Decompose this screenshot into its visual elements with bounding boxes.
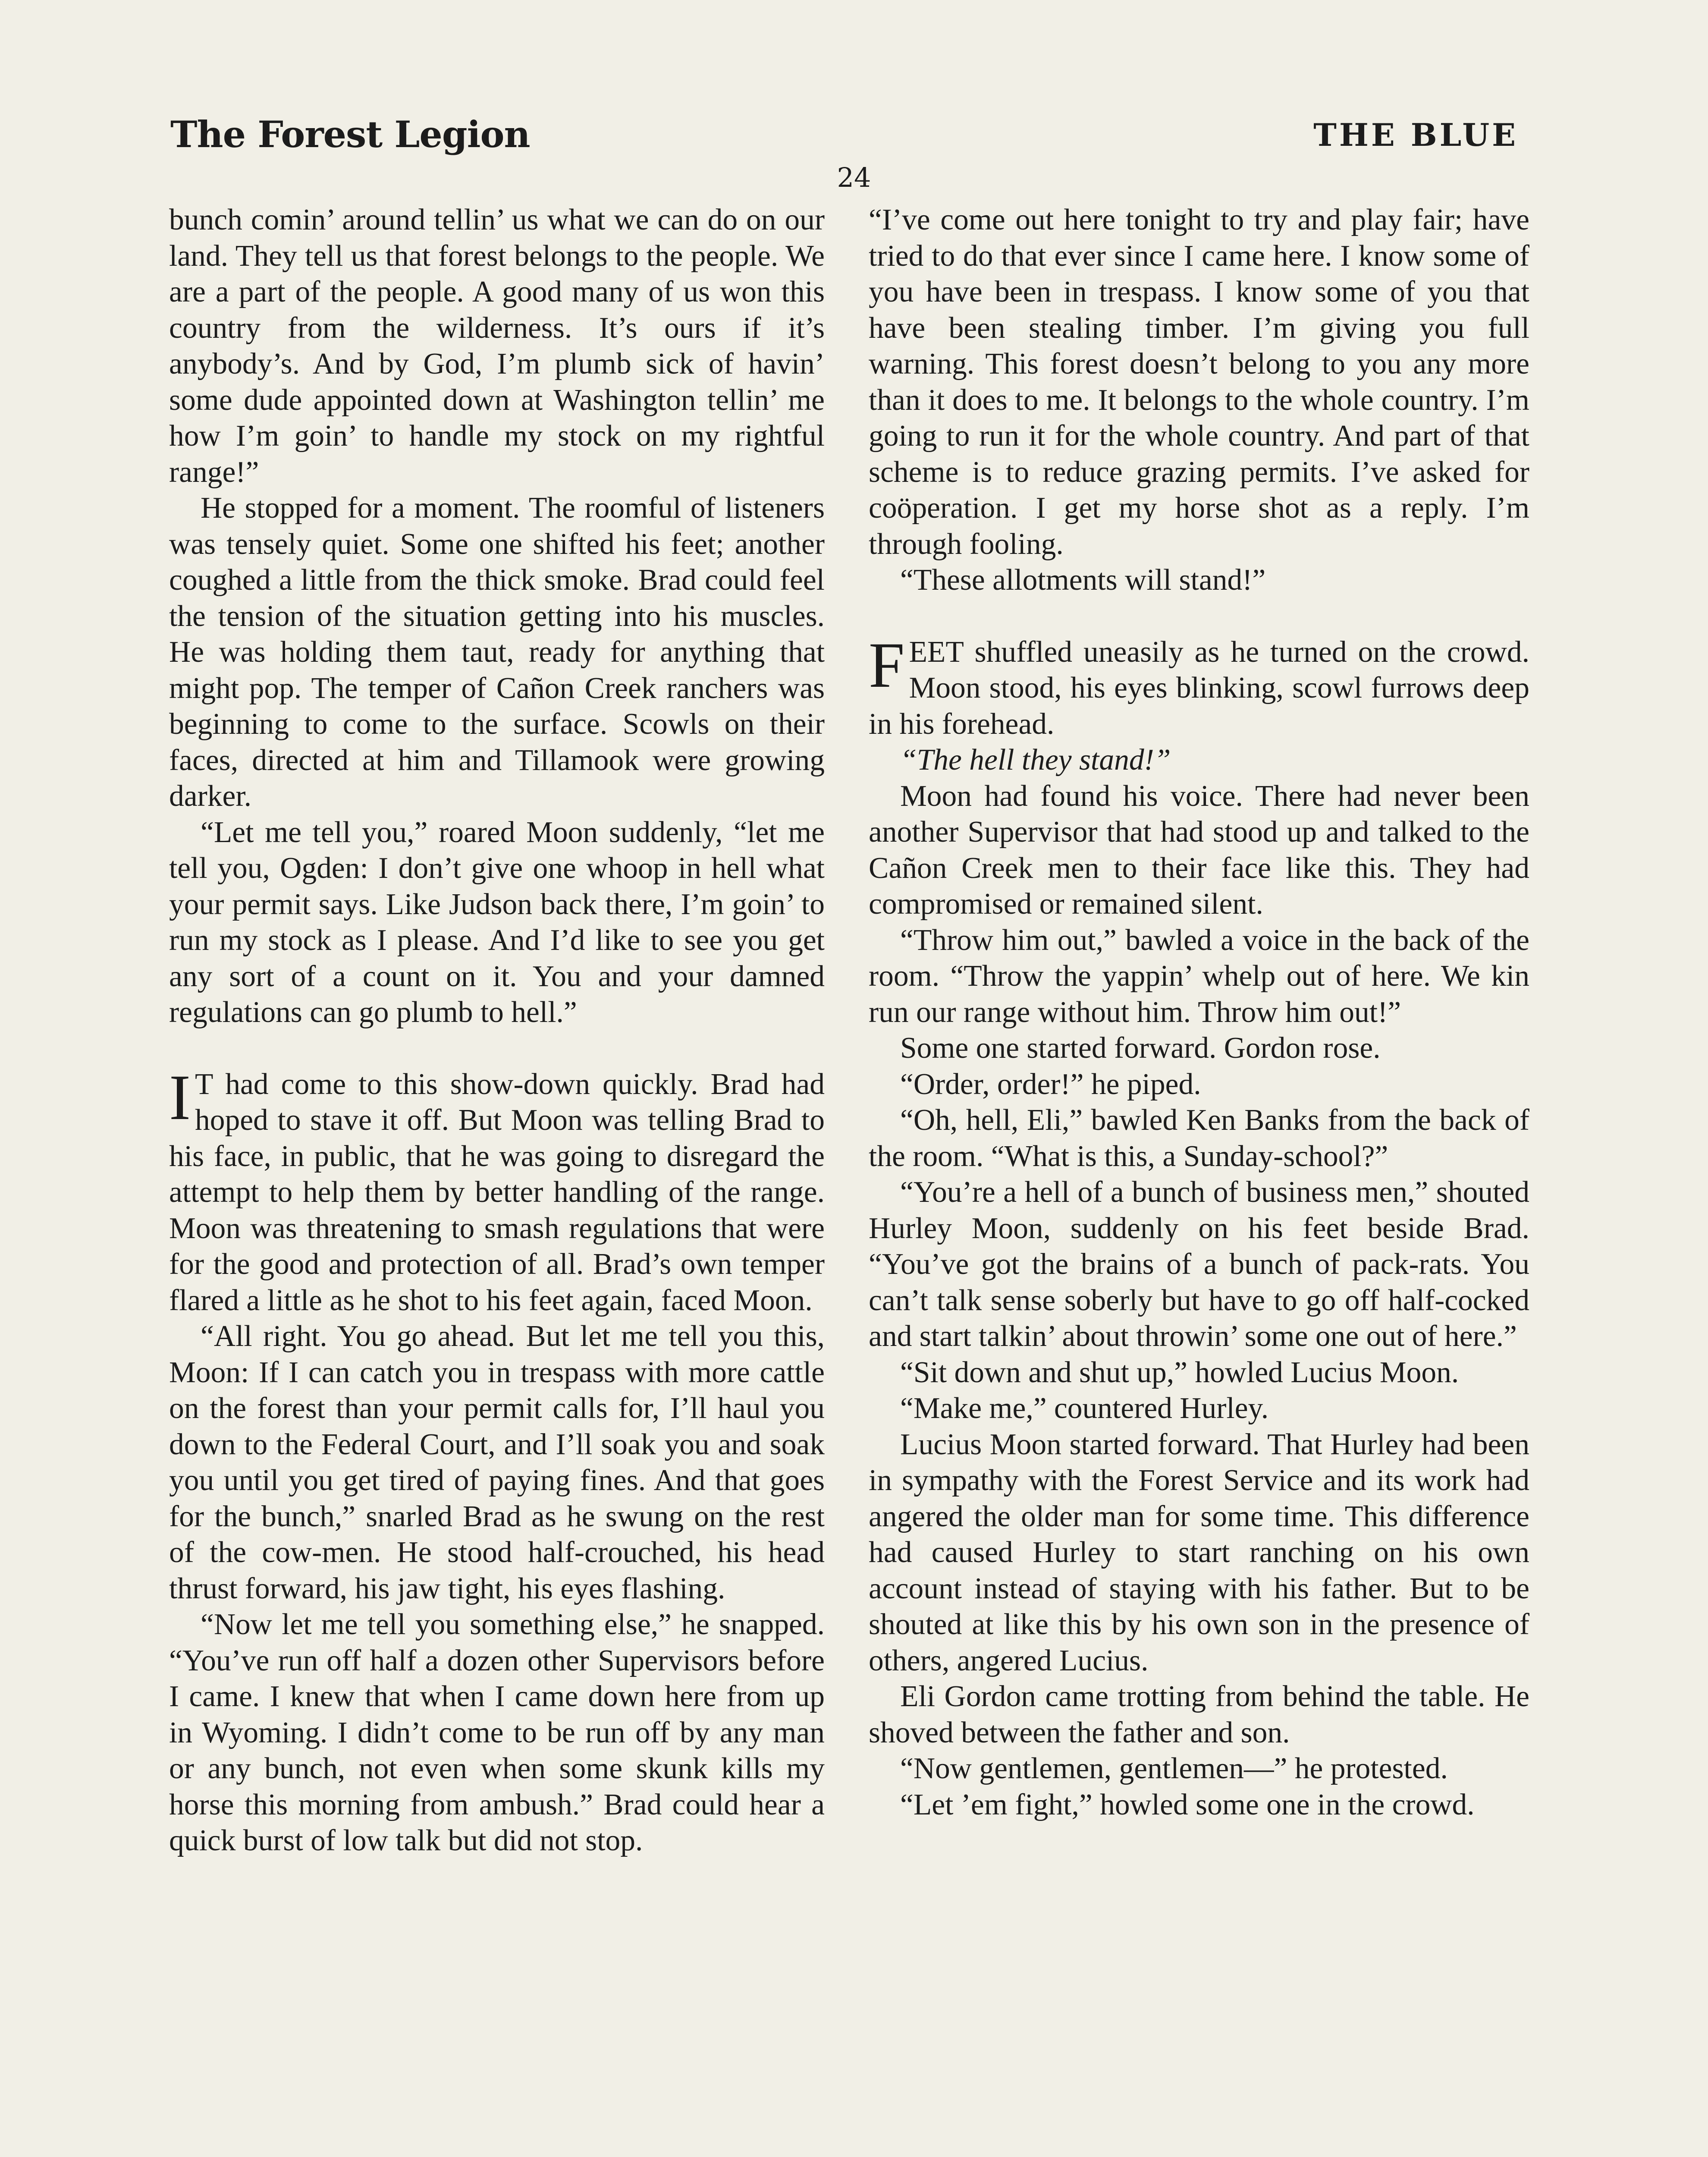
paragraph: “Sit down and shut up,” howled Lucius Moon. (900, 1355, 1459, 1389)
page-number: 24 (837, 162, 871, 193)
paragraph: “I’ve come out here tonight to try and play fair; have tried to do that ever since I came here. I know some of you have been in trespass. I know some of you that have been stealing timber. I’m giving you full warning. This forest doesn’t belong to you any more than it does to me. It belongs to the whole country. I’m going to run it for the whole country. And part of that scheme is to reduce grazing permits. I’ve asked for coöperation. I get my horse shot as a reply. I’m through fooling. (869, 203, 1529, 561)
section-paragraph-text: T had come to this show-down quickly. Brad had hoped to stave it off. But Moon was telling Brad to his face, in public, that he was going to disregard the attempt to help them by better handling of the range. Moon was threatening to smash regulations that were for the good and protection of all. Brad’s own temper flared a little as he shot to his feet again, faced Moon. (169, 1067, 825, 1317)
section-paragraph-text: EET shuffled uneasily as he turned on the crowd. Moon stood, his eyes blinking, scowl furrows deep in his forehead. (869, 635, 1529, 741)
paragraph: “All right. You go ahead. But let me tell you this, Moon: If I can catch you in trespass with more cattle on the forest than your permit calls for, I’ll haul you down to the Federal Court, and I’ll soak you and soak you until you get tired of paying fines. And that goes for the bunch,” snarled Brad as he swung on the rest of the cow-men. He stood half-crouched, his head thrust forward, his jaw tight, his eyes flashing. (169, 1320, 825, 1605)
paragraph: “Make me,” countered Hurley. (900, 1392, 1269, 1425)
left-text-column (169, 202, 825, 1859)
paragraph: “Throw him out,” bawled a voice in the back of the room. “Throw the yappin’ whelp out of here. We kin run our range without him. Throw him out!” (869, 923, 1529, 1029)
paragraph: “Order, order!” he piped. (900, 1067, 1201, 1101)
section-paragraph (869, 629, 1529, 742)
paragraph: “Let ’em fight,” howled some one in the crowd. (900, 1788, 1475, 1821)
magazine-name-header: THE BLUE (1313, 116, 1518, 153)
paragraph: bunch comin’ around tellin’ us what we can do on our land. They tell us that forest belongs to the people. We are a part of the people. A good many of us won this country from the wilderness. It’s ours if it’s anybody’s. And by God, I’m plumb sick of havin’ some dude appointed down at Washington tellin’ me how I’m goin’ to handle my stock on my rightful range!” (169, 203, 825, 489)
drop-cap: I (169, 1061, 191, 1133)
paragraph: Some one started forward. Gordon rose. (900, 1031, 1381, 1065)
paragraph: “Let me tell you,” roared Moon suddenly, “let me tell you, Ogden: I don’t give one whoop in hell what your permit says. Like Judson back there, I’m goin’ to run my stock as I please. And I’d like to see you get any sort of a count on it. You and your damned regulations can go plumb to hell.” (169, 815, 825, 1029)
paragraph: “The hell they stand!” (900, 743, 1171, 777)
paragraph: Moon had found his voice. There had never been another Supervisor that had stood up and talked to the Cañon Creek men to their face like this. They had compromised or remained silent. (869, 779, 1529, 921)
drop-cap: F (869, 629, 905, 701)
paragraph: “Now gentlemen, gentlemen—” he protested. (900, 1752, 1448, 1785)
paragraph: He stopped for a moment. The roomful of listeners was tensely quiet. Some one shifted his feet; another coughed a little from the thick smoke. Brad could feel the tension of the situation getting into his muscles. He was holding them taut, ready for anything that might pop. The temper of Cañon Creek ranchers was beginning to come to the surface. Scowls on their faces, directed at him and Tillamook were growing darker. (169, 491, 825, 813)
section-paragraph (169, 1061, 825, 1319)
story-title-header: The Forest Legion (170, 113, 530, 156)
paragraph: “These allotments will stand!” (900, 563, 1266, 597)
paragraph: “Oh, hell, Eli,” bawled Ken Banks from the back of the room. “What is this, a Sunday-school?” (869, 1104, 1529, 1173)
paragraph: “You’re a hell of a bunch of business men,” shouted Hurley Moon, suddenly on his feet beside Brad. “You’ve got the brains of a bunch of pack-rats. You can’t talk sense soberly but have to go off half-cocked and start talkin’ about throwin’ some one out of here.” (869, 1176, 1529, 1353)
paragraph: Lucius Moon started forward. That Hurley had been in sympathy with the Forest Service and its work had angered the older man for some time. This difference had caused Hurley to start ranching on his own account instead of staying with his father. But to be shouted at like this by his own son in the presence of others, angered Lucius. (869, 1428, 1529, 1677)
paragraph: “Now let me tell you something else,” he snapped. “You’ve run off half a dozen other Supervisors before I came. I knew that when I came down here from up in Wyoming. I didn’t come to be run off by any man or any bunch, not even when some skunk kills my horse this morning from ambush.” Brad could hear a quick burst of low talk but did not stop. (169, 1608, 825, 1857)
right-text-column (869, 202, 1529, 1823)
paragraph: Eli Gordon came trotting from behind the table. He shoved between the father and son. (869, 1680, 1529, 1749)
